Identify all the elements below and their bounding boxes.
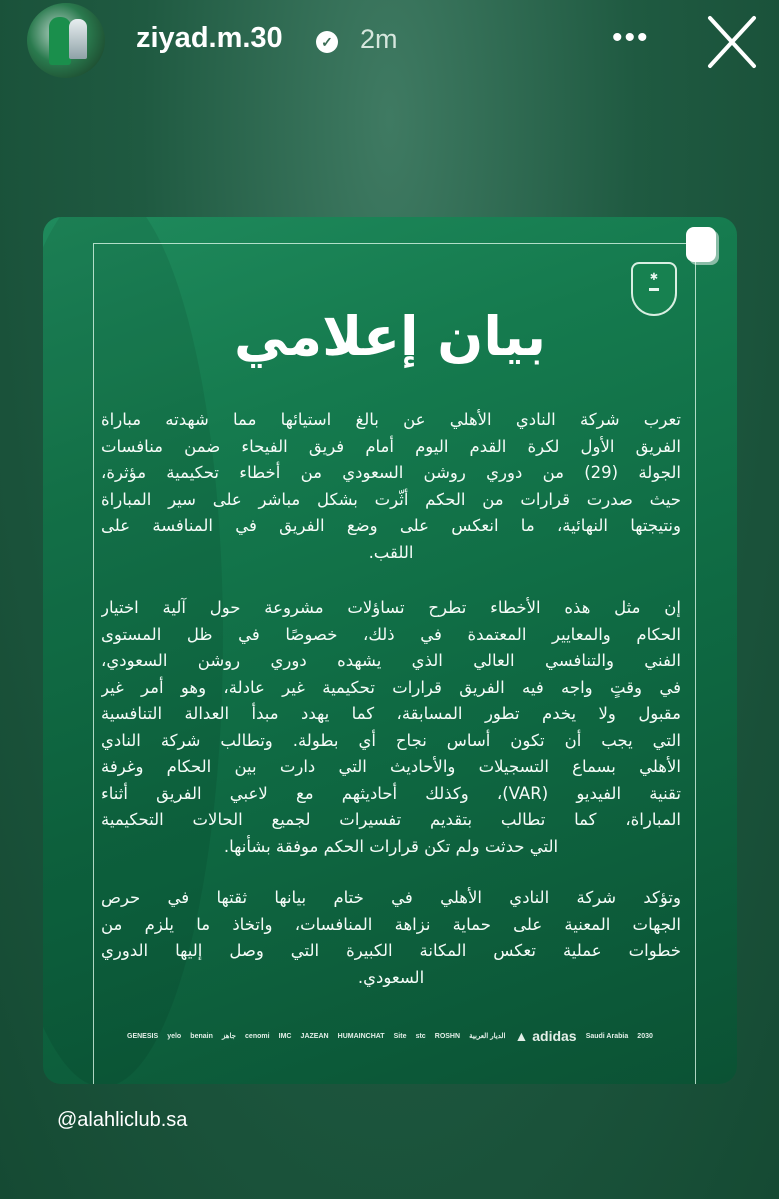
sponsor-logo: GENESIS bbox=[127, 1032, 159, 1040]
paragraph-line: الجهات المعنية على حماية نزاهة المنافسات، واتخاذ ما يلزم من bbox=[101, 914, 681, 934]
sponsor-logo: Saudi Arabia bbox=[585, 1032, 629, 1040]
sponsor-logo: Site bbox=[393, 1032, 407, 1040]
paragraph-line: الجولة (29) من دوري روشن السعودي من أخطاء تحكيمية مؤثرة، bbox=[101, 463, 681, 482]
sponsor-logo: ▲ adidas bbox=[514, 1028, 577, 1044]
paragraph-line: خطوات عملية تعكس المكانة الكبيرة التي وصل إليها الدوري bbox=[101, 941, 681, 960]
paragraph-line: ونتيجتها النهائية، ما انعكس على وضع الفريق في المنافسة على bbox=[101, 516, 681, 535]
sponsor-logo: cenomi bbox=[245, 1032, 270, 1040]
username[interactable]: ziyad.m.30 bbox=[136, 22, 283, 54]
sponsor-logo: HUMAINCHAT bbox=[337, 1032, 385, 1040]
paragraph-line: الحكام والمعايير المعتمدة في ذلك، خصوصًا في ظل المستوى bbox=[101, 624, 681, 644]
sponsor-logo: yelo bbox=[167, 1032, 182, 1040]
paragraph-1 bbox=[101, 407, 681, 566]
sponsor-logo: 2030 bbox=[637, 1032, 653, 1040]
corner-decoration bbox=[686, 227, 716, 262]
shared-post-card[interactable] bbox=[43, 217, 737, 1084]
paragraph-line: السعودي. bbox=[357, 967, 425, 987]
story-header bbox=[0, 0, 779, 85]
sponsor-logo: الديار العربية bbox=[469, 1033, 506, 1040]
paragraph-line: تقنية الفيديو (VAR)، وكذلك أحاديثهم مع لاعبي الفريق أثناء bbox=[101, 783, 681, 803]
paragraph-line: الفريق الأول لكرة القدم اليوم أمام فريق الفيحاء ضمن منافسات bbox=[101, 436, 681, 456]
mention-sticker[interactable]: @alahliclub.sa bbox=[57, 1109, 188, 1131]
statement-title: بيان إعلامي bbox=[234, 305, 546, 368]
paragraph-line: الفني والتنافسي العالي الذي يشهده دوري روشن السعودي، bbox=[101, 651, 681, 670]
paragraph-line: مقبول ولا يخدم تطور المسابقة، كما يهدد مبدأ العدالة التنافسية bbox=[101, 704, 681, 723]
paragraph-3 bbox=[101, 885, 681, 991]
paragraph-line: اللقب. bbox=[368, 542, 414, 562]
club-crest-logo: ✱ ▬ bbox=[631, 262, 677, 316]
sponsor-logos bbox=[127, 1025, 653, 1047]
avatar[interactable] bbox=[27, 3, 105, 78]
paragraph-line: المباراة، كما تطالب بتقديم تفسيرات لجميع الحالات التحكيمية bbox=[101, 810, 681, 829]
more-options-button[interactable]: ••• bbox=[612, 21, 650, 54]
paragraph-line: التي يجب أن تكون أساس نجاح أي بطولة. وتطالب شركة النادي bbox=[101, 730, 681, 750]
sponsor-logo: JAZEAN bbox=[300, 1032, 329, 1040]
paragraph-line: التي حدثت ولم تكن قرارات الحكم موفقة بشأنها. bbox=[223, 836, 559, 856]
post-time: 2m bbox=[360, 24, 398, 54]
paragraph-line: إن مثل هذه الأخطاء تطرح تساؤلات مشروعة حول آلية اختيار bbox=[101, 598, 681, 617]
sponsor-logo: ROSHN bbox=[434, 1032, 461, 1040]
close-icon[interactable] bbox=[700, 10, 764, 74]
sponsor-logo: stc bbox=[415, 1032, 426, 1040]
sponsor-logo: جاهز bbox=[221, 1033, 236, 1040]
paragraph-2 bbox=[101, 595, 681, 860]
verified-badge-icon: ✓ bbox=[316, 31, 338, 53]
paragraph-line: تعرب شركة النادي الأهلي عن بالغ استيائها مما شهدته مباراة bbox=[101, 410, 681, 429]
paragraph-line: في وقتٍ واجه فيه الفريق قرارات تحكيمية غير عادلة، وهو أمر غير bbox=[101, 677, 681, 697]
sponsor-logo: IMC bbox=[278, 1032, 292, 1040]
sponsor-logo: benain bbox=[190, 1032, 213, 1040]
paragraph-line: وتؤكد شركة النادي الأهلي في ختام بيانها ثقتها في حرص bbox=[101, 888, 681, 907]
paragraph-line: الأهلي بسماع التسجيلات والأحاديث التي دارت بين الحكام وغرفة bbox=[101, 757, 681, 776]
paragraph-line: حيث صدرت قرارات من الحكم أثّرت بشكل مباشر على سير المباراة bbox=[101, 489, 681, 509]
